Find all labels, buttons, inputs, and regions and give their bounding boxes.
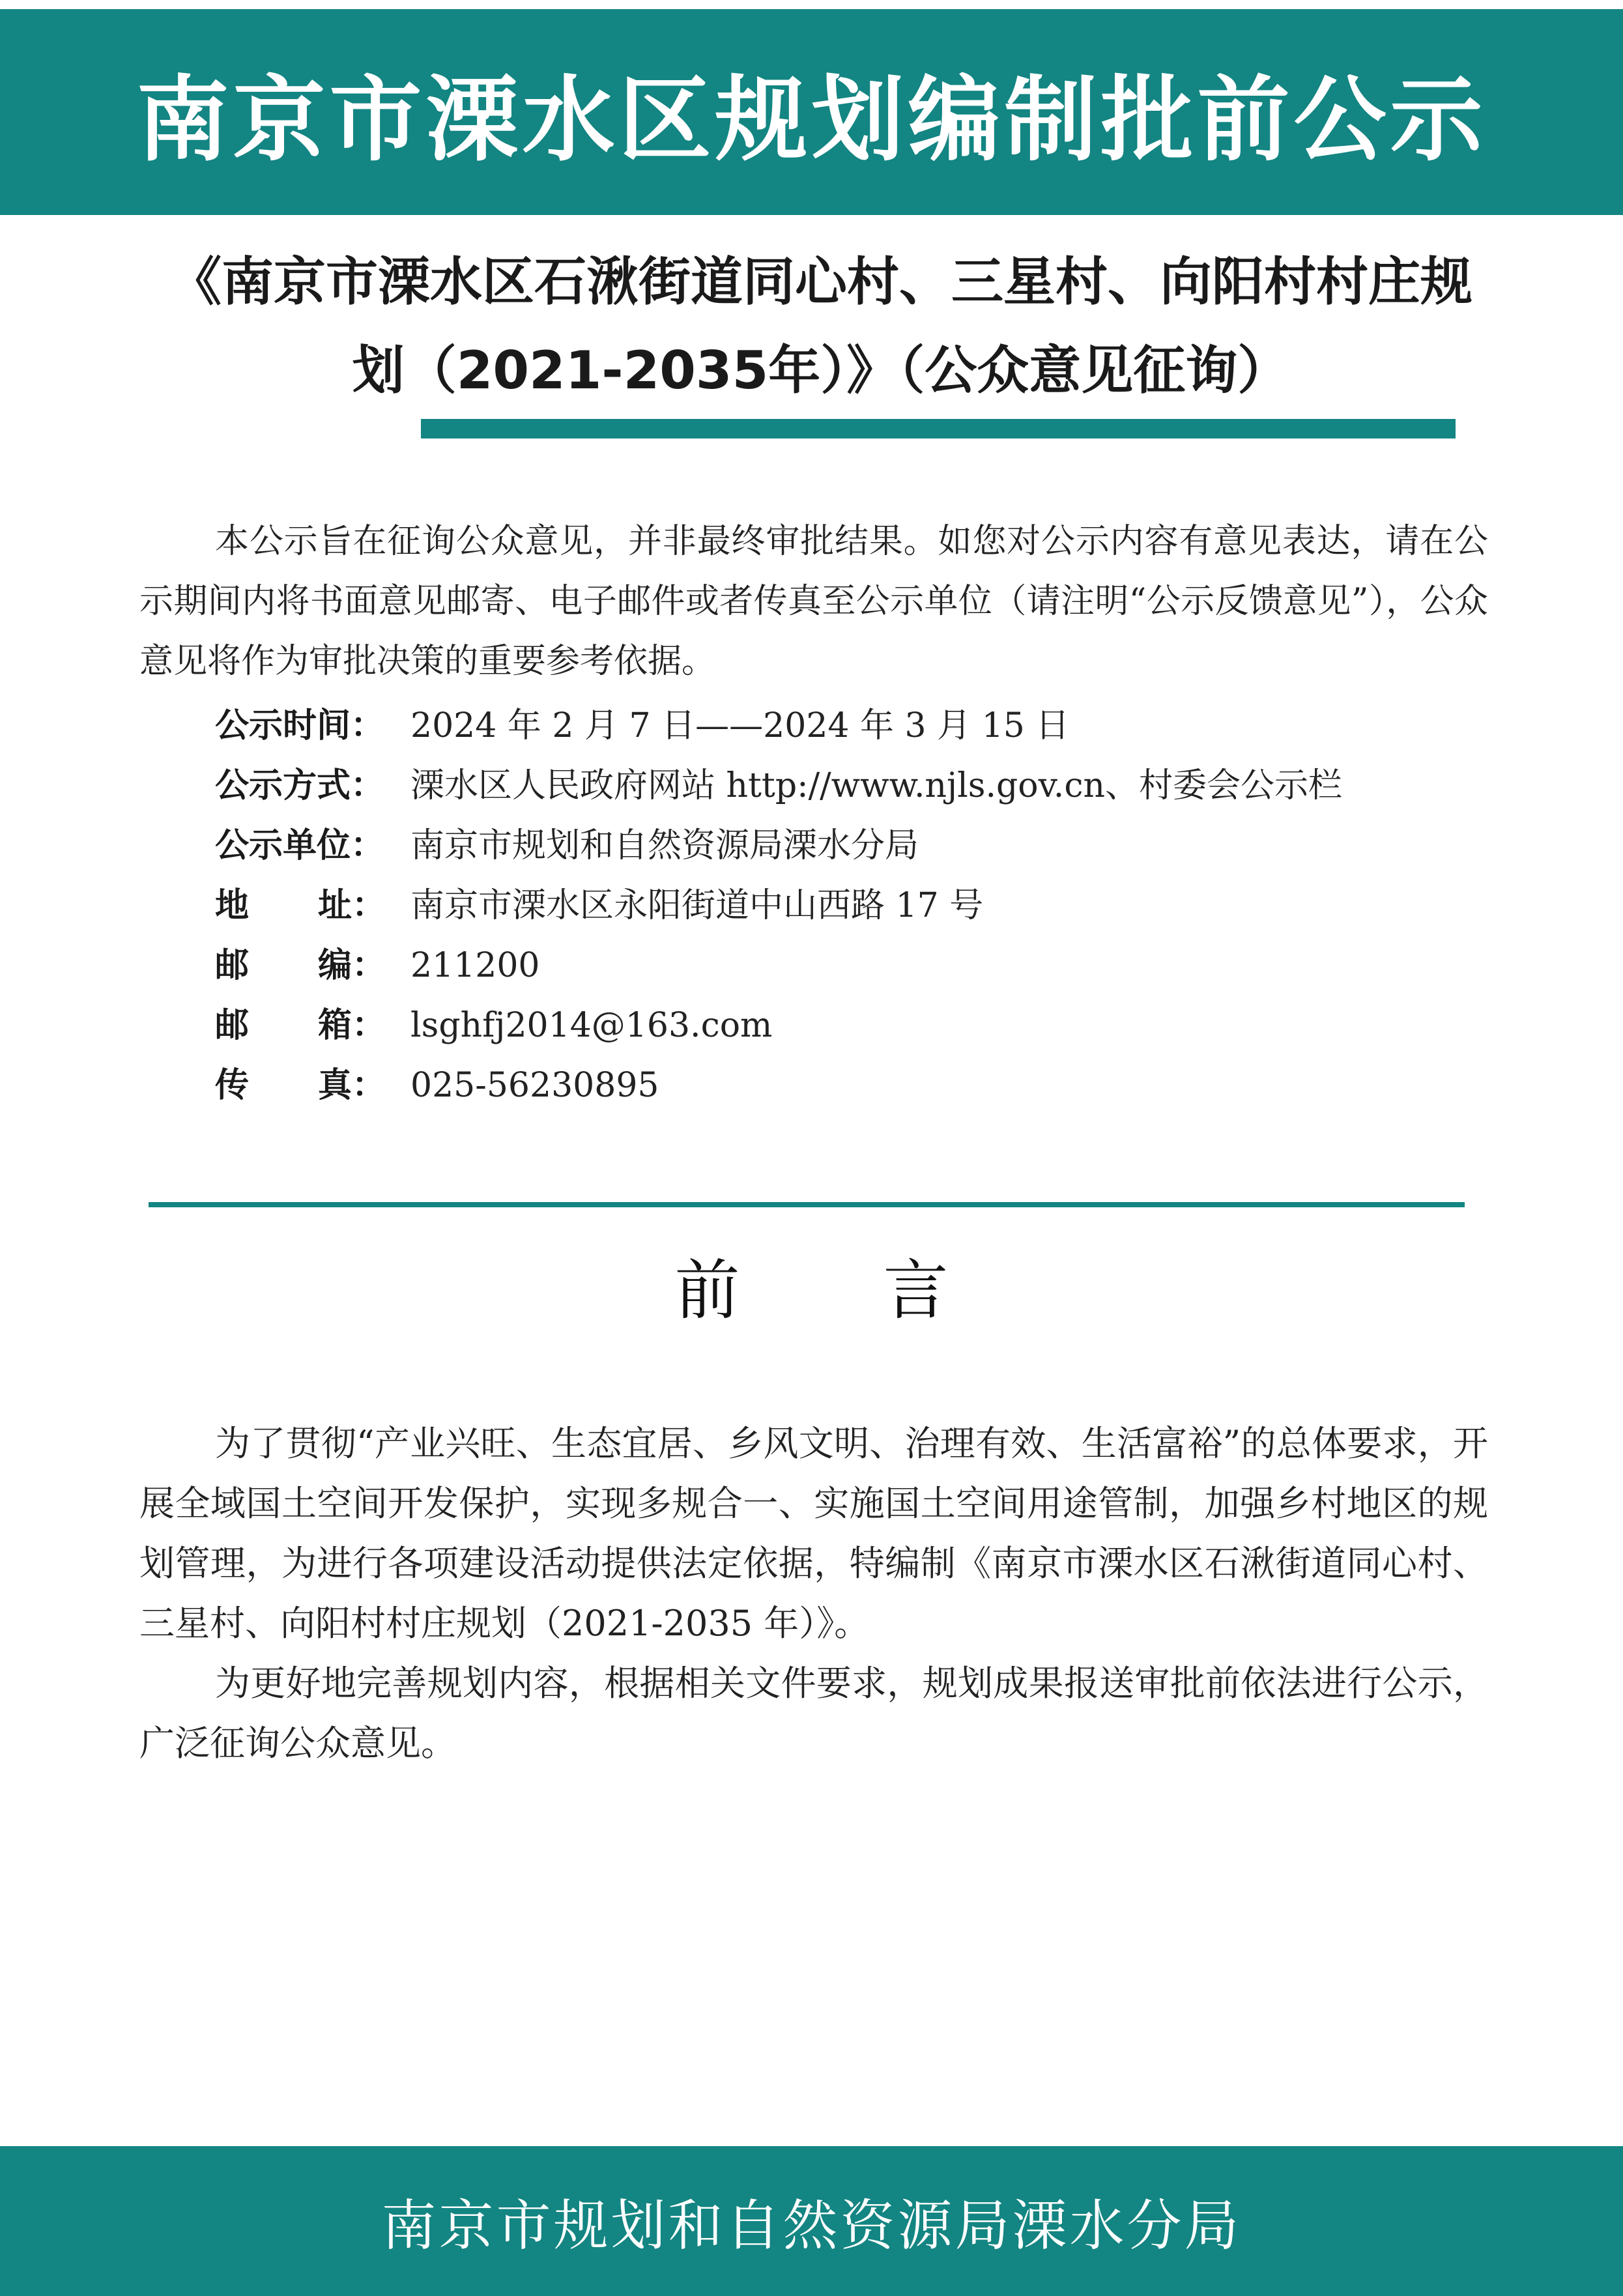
info-label-address [215, 876, 386, 936]
info-value-method: 溧水区人民政府网站 http://www.njls.gov.cn、村委会公示栏 [410, 766, 1342, 805]
section-divider [149, 1202, 1465, 1207]
footer-banner [0, 2146, 1623, 2296]
info-row-postcode [215, 936, 1505, 996]
info-value-unit: 南京市规划和自然资源局溧水分局 [410, 826, 919, 865]
info-value-time: 2024 年 2 月 7 日——2024 年 3 月 15 日 [410, 706, 1070, 745]
document-title-line-2: 划（2021-2035年）》（公众意见征询） [352, 340, 1290, 401]
header-banner [0, 9, 1623, 215]
info-row-address [215, 876, 1505, 936]
info-label-address-a: 地 [215, 886, 250, 925]
title-underline-bar [421, 419, 1456, 438]
info-label-email-a: 邮 [215, 1006, 250, 1045]
page-title: 南京市溧水区规划编制批前公示 [136, 66, 1487, 174]
info-value-postcode: 211200 [410, 946, 540, 985]
info-label-time: 公示时间： [215, 706, 385, 745]
preface-title-char-2: 言 [883, 1252, 1092, 1328]
notice-info-list [215, 696, 1505, 1115]
document-title [130, 238, 1512, 415]
info-value-address: 南京市溧水区永阳街道中山西路 17 号 [410, 886, 984, 925]
info-label-postcode-a: 邮 [215, 946, 250, 985]
document-title-line-1: 《南京市溧水区石湫街道同心村、三星村、向阳村村庄规 [169, 251, 1472, 312]
info-label-postcode [215, 936, 386, 996]
info-row-email [215, 996, 1505, 1055]
info-label-address-b: 址： [317, 886, 386, 925]
info-row-time [215, 696, 1505, 756]
info-label-fax [215, 1055, 386, 1115]
info-row-fax [215, 1055, 1505, 1115]
info-label-email-b: 箱： [317, 1006, 386, 1045]
info-row-method [215, 756, 1505, 816]
info-label-fax-a: 传 [215, 1066, 250, 1105]
info-label-fax-b: 真： [317, 1066, 386, 1105]
preface-paragraph-1: 为了贯彻“产业兴旺、生态宜居、乡风文明、治理有效、生活富裕”的总体要求，开展全域国土空间开发保护，实现多规合一、实施国土空间用途管制，加强乡村地区的规划管理，为进行各项建设活动提供法定依据，特编制《南京市溧水区石湫街道同心村、三星村、向阳村村庄规划（2021-2035 年）》。 [139, 1423, 1488, 1644]
notice-intro-paragraph: 本公示旨在征询公众意见，并非最终审批结果。如您对公示内容有意见表达，请在公示期间内将书面意见邮寄、电子邮件或者传真至公示单位（请注明“公示反馈意见”），公众意见将作为审批决策的重要参考依据。 [139, 522, 1488, 681]
info-label-postcode-b: 编： [317, 946, 386, 985]
notice-intro [139, 511, 1488, 691]
preface-title-char-1: 前 [674, 1252, 883, 1328]
info-label-unit: 公示单位： [215, 826, 385, 865]
info-value-fax: 025-56230895 [410, 1066, 659, 1105]
footer-organization: 南京市规划和自然资源局溧水分局 [381, 2193, 1242, 2258]
info-value-email[interactable]: lsghfj2014@163.com [410, 1006, 773, 1045]
info-row-unit [215, 816, 1505, 876]
preface-paragraph-2: 为更好地完善规划内容，根据相关文件要求，规划成果报送审批前依法进行公示，广泛征询公众意见。 [139, 1663, 1488, 1764]
preface-title [0, 1238, 1623, 1332]
info-label-email [215, 996, 386, 1055]
preface-body [139, 1414, 1488, 1773]
info-label-method: 公示方式： [215, 766, 385, 805]
